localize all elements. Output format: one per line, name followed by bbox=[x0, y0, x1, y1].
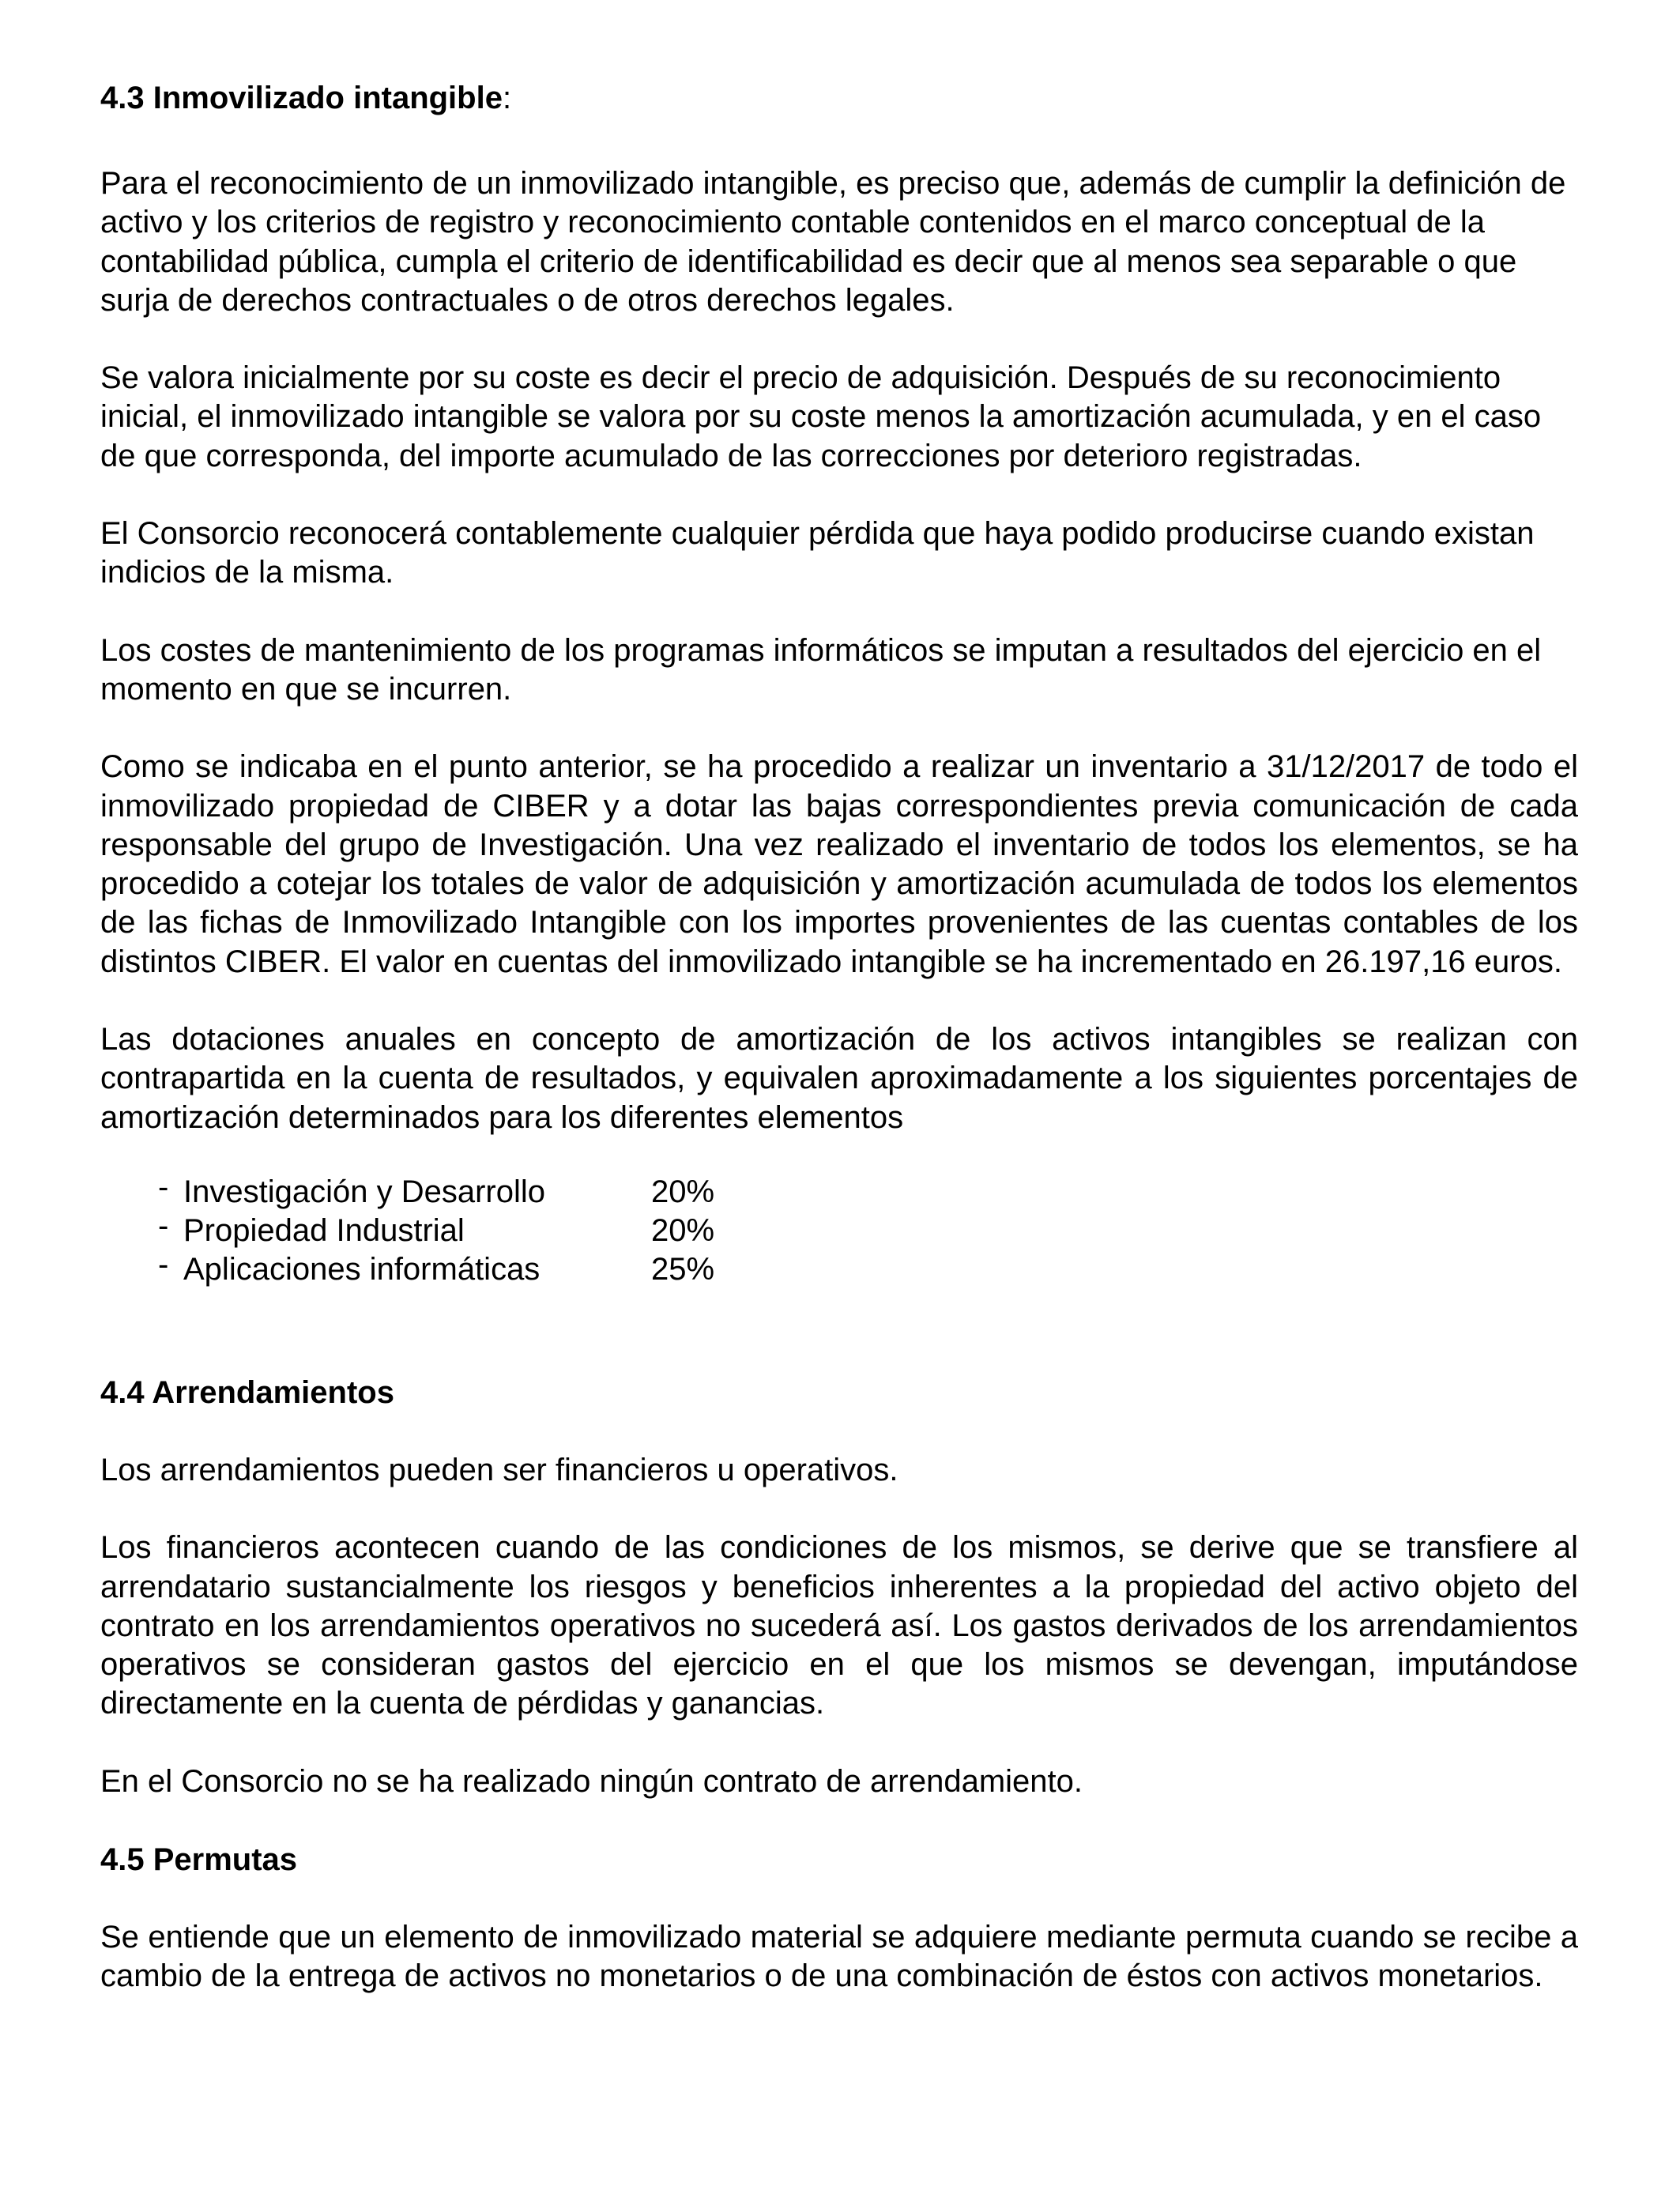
list-item-name: Propiedad Industrial bbox=[183, 1212, 465, 1248]
s45-paragraph-1: Se entiende que un elemento de inmovilizado material se adquiere mediante permuta cuando se recibe a cambio de la entrega de activos no monetarios o de una combinación de éstos con activos monetarios. bbox=[100, 1920, 1578, 1994]
list-item bbox=[100, 1169, 1578, 1212]
amortization-rates-list bbox=[100, 1169, 1578, 1289]
section-4-3-heading bbox=[100, 79, 1578, 117]
section-4-3-title: 4.3 Inmovilizado intangible bbox=[100, 81, 503, 115]
section-4-4-title: 4.4 Arrendamientos bbox=[100, 1374, 394, 1410]
section-4-3-colon: : bbox=[502, 81, 512, 115]
section-4-4-heading bbox=[100, 1374, 1578, 1412]
list-dash: - bbox=[158, 1169, 169, 1204]
section-4-5-heading bbox=[100, 1841, 1578, 1879]
s44-paragraph-2: Los financieros acontecen cuando de las condiciones de los mismos, se derive que se transfiere al arrendatario sustancialmente los riesgos y beneficios inherentes a la propiedad del activo objeto del contrato en los arrendamientos operativos no sucederá así. Los gastos derivados de los arrendamientos operativos se consideran gastos del ejercicio en el que los mismos se devengan, imputándose directamente en la cuenta de pérdidas y ganancias. bbox=[100, 1530, 1578, 1721]
list-item bbox=[100, 1208, 1578, 1250]
list-item-name: Investigación y Desarrollo bbox=[183, 1174, 545, 1209]
list-item-percent: 20% bbox=[651, 1212, 715, 1248]
s43-paragraph-6: Las dotaciones anuales en concepto de amortización de los activos intangibles se realizan con contrapartida en la cuenta de resultados, y equivalen aproximadamente a los siguientes porcentajes de amortización determinados para los diferentes elementos bbox=[100, 1022, 1578, 1135]
list-dash: - bbox=[158, 1246, 169, 1282]
s43-paragraph-4: Los costes de mantenimiento de los programas informáticos se imputan a resultados del ejercicio en el momento en que se incurren. bbox=[100, 632, 1542, 707]
list-item-percent: 25% bbox=[651, 1251, 715, 1287]
s44-paragraph-3: En el Consorcio no se ha realizado ningún contrato de arrendamiento. bbox=[100, 1763, 1083, 1799]
s43-paragraph-3: El Consorcio reconocerá contablemente cualquier pérdida que haya podido producirse cuando existan indicios de la misma. bbox=[100, 516, 1535, 590]
list-dash: - bbox=[158, 1208, 169, 1243]
s43-paragraph-5: Como se indicaba en el punto anterior, se ha procedido a realizar un inventario a 31/12/2017 de todo el inmovilizado propiedad de CIBER y a dotar las bajas correspondientes previa comunicación de cada responsable del grupo de Investigación. Una vez realizado el inventario de todos los elementos, se ha procedido a cotejar los totales de valor de adquisición y amortización acumulada de todos los elementos de las fichas de Inmovilizado Intangible con los importes provenientes de las cuentas contables de los distintos CIBER. El valor en cuentas del inmovilizado intangible se ha incrementado en 26.197,16 euros. bbox=[100, 749, 1578, 979]
list-item bbox=[100, 1246, 1578, 1289]
list-item-name: Aplicaciones informáticas bbox=[183, 1251, 541, 1287]
section-4-5-title: 4.5 Permutas bbox=[100, 1842, 298, 1878]
list-item-percent: 20% bbox=[651, 1174, 715, 1209]
document-body bbox=[100, 79, 1578, 1996]
s43-paragraph-1: Para el reconocimiento de un inmovilizado intangible, es preciso que, además de cumplir la definición de activo y los criterios de registro y reconocimiento contable contenidos en el marco conceptual de la contabilidad pública, cumpla el criterio de identificabilidad es decir que al menos sea separable o que surja de derechos contractuales o de otros derechos legales. bbox=[100, 166, 1566, 318]
s44-paragraph-1: Los arrendamientos pueden ser financieros u operativos. bbox=[100, 1452, 898, 1487]
s43-paragraph-2: Se valora inicialmente por su coste es decir el precio de adquisición. Después de su reconocimiento inicial, el inmovilizado intangible se valora por su coste menos la amortización acumulada, y en el caso de que corresponda, del importe acumulado de las correcciones por deterioro registradas. bbox=[100, 360, 1542, 473]
